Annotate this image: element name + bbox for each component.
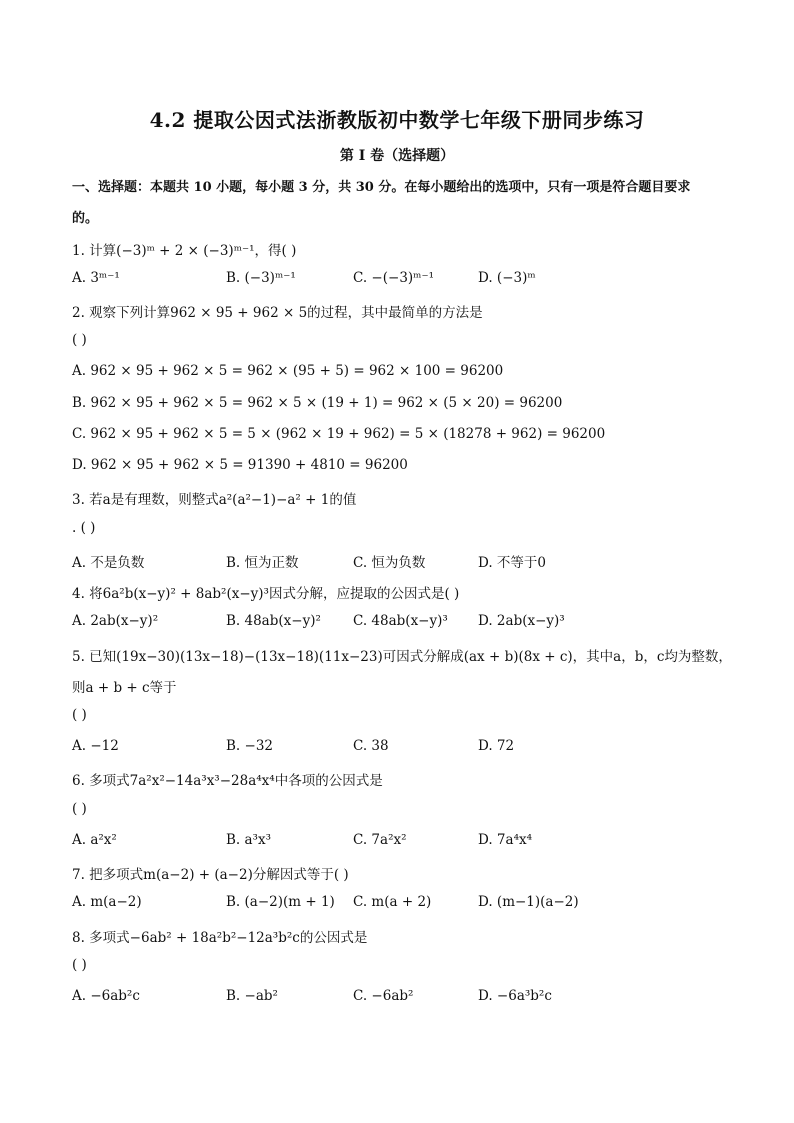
question-7-stem: 7. 把多项式m(a−2) + (a−2)分解因式等于( ) (72, 867, 349, 883)
question-4-option-d: D. 2ab(x−y)³ (478, 613, 565, 629)
question-4-option-b: B. 48ab(x−y)² (226, 613, 321, 629)
question-3-option-b: B. 恒为正数 (226, 555, 299, 571)
question-6-option-b: B. a³x³ (226, 832, 271, 848)
question-1-option-c: C. −(−3)ᵐ⁻¹ (353, 270, 434, 286)
question-8-stem: 8. 多项式−6ab² + 18a²b²−12a³b²c的公因式是 (72, 930, 368, 946)
question-5-option-c: C. 38 (353, 738, 389, 754)
question-5-option-b: B. −32 (226, 738, 273, 754)
question-3-option-c: C. 恒为负数 (353, 555, 426, 571)
question-5-option-a: A. −12 (72, 738, 119, 754)
question-5-stem: 5. 已知(19x−30)(13x−18)−(13x−18)(11x−23)可因式分解成(ax + b)(8x + c)，其中a，b，c均为整数， (72, 649, 732, 665)
question-7-option-a: A. m(a−2) (72, 894, 142, 910)
page-subtitle: 第 I 卷（选择题） (339, 148, 455, 164)
question-4-option-a: A. 2ab(x−y)² (72, 613, 159, 629)
question-2-option-a: A. 962 × 95 + 962 × 5 = 962 × (95 + 5) = 962 × 100 = 96200 (72, 363, 504, 379)
question-8-option-a: A. −6ab²c (72, 988, 140, 1004)
question-6-stem: 6. 多项式7a²x²−14a³x³−28a⁴x⁴中各项的公因式是 (72, 773, 383, 789)
question-3-bracket: . ( ) (72, 520, 96, 536)
section-instructions-line-2: 的。 (72, 211, 99, 226)
question-2-option-b: B. 962 × 95 + 962 × 5 = 962 × 5 × (19 + 1) = 962 × (5 × 20) = 96200 (72, 395, 563, 411)
question-2-option-c: C. 962 × 95 + 962 × 5 = 5 × (962 × 19 + 962) = 5 × (18278 + 962) = 96200 (72, 426, 606, 442)
question-1-stem: 1. 计算(−3)ᵐ + 2 × (−3)ᵐ⁻¹，得( ) (72, 243, 297, 259)
question-7-option-b: B. (a−2)(m + 1) (226, 894, 335, 910)
question-1-option-d: D. (−3)ᵐ (478, 270, 536, 286)
question-4-option-c: C. 48ab(x−y)³ (353, 613, 448, 629)
section-instructions-line-1: 一、选择题：本题共 10 小题，每小题 3 分，共 30 分。在每小题给出的选项中，只有一项是符合题目要求 (72, 180, 691, 195)
question-2-bracket: ( ) (72, 332, 87, 348)
question-2-option-d: D. 962 × 95 + 962 × 5 = 91390 + 4810 = 96200 (72, 457, 408, 473)
question-1-option-b: B. (−3)ᵐ⁻¹ (226, 270, 296, 286)
question-3-option-a: A. 不是负数 (72, 555, 145, 571)
question-8-bracket: ( ) (72, 957, 87, 973)
page-title: 4.2 提取公因式法浙教版初中数学七年级下册同步练习 (149, 108, 645, 132)
question-4-stem: 4. 将6a²b(x−y)² + 8ab²(x−y)³因式分解，应提取的公因式是( ) (72, 586, 460, 602)
question-6-bracket: ( ) (72, 801, 87, 817)
question-5-bracket: ( ) (72, 707, 87, 723)
question-6-option-d: D. 7a⁴x⁴ (478, 832, 532, 848)
question-6-option-a: A. a²x² (72, 832, 117, 848)
question-8-option-d: D. −6a³b²c (478, 988, 552, 1004)
question-8-option-b: B. −ab² (226, 988, 278, 1004)
question-7-option-c: C. m(a + 2) (353, 894, 432, 910)
question-5-option-d: D. 72 (478, 738, 515, 754)
question-5-stem-cont: 则a + b + c等于 (72, 680, 177, 696)
question-6-option-c: C. 7a²x² (353, 832, 407, 848)
question-8-option-c: C. −6ab² (353, 988, 414, 1004)
question-3-option-d: D. 不等于0 (478, 555, 547, 571)
question-1-option-a: A. 3ᵐ⁻¹ (72, 270, 120, 286)
question-2-stem: 2. 观察下列计算962 × 95 + 962 × 5的过程，其中最简单的方法是 (72, 305, 483, 321)
question-7-option-d: D. (m−1)(a−2) (478, 894, 579, 910)
question-3-stem: 3. 若a是有理数，则整式a²(a²−1)−a² + 1的值 (72, 492, 357, 508)
